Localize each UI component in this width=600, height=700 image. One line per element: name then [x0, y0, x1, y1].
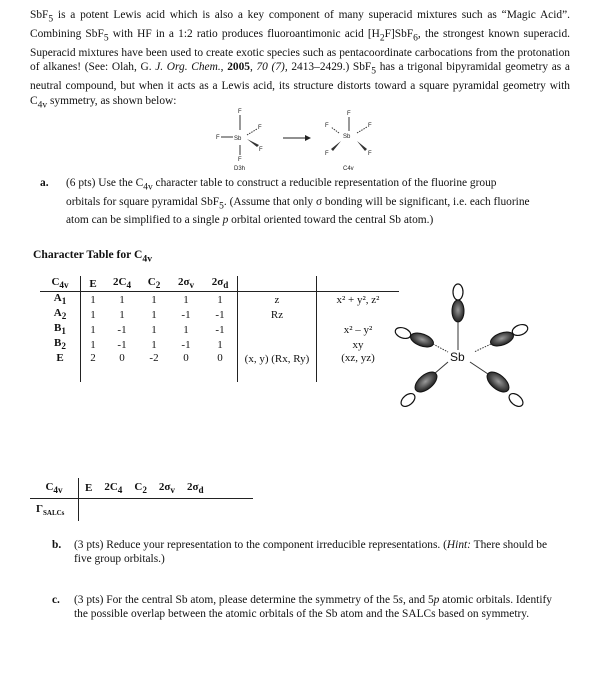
arrow-icon [283, 135, 311, 141]
op-header: $2\sigma_d$ [203, 276, 238, 292]
question-label: b. [52, 539, 62, 551]
intro-text: F]SbF [384, 27, 414, 40]
character-table-title [33, 248, 152, 264]
atom-f: F [238, 109, 242, 115]
salc-op-header: $2\sigma_d$ [181, 478, 253, 499]
op-header: $C_2$ [139, 276, 169, 292]
salc-cell-2sd[interactable] [181, 499, 253, 522]
salc-row: $\Gamma_{SALCs}$ [30, 499, 253, 522]
intro-subscript: 5 [371, 66, 377, 77]
question-italic: p [433, 594, 440, 606]
intro-subscript: 5 [103, 33, 109, 44]
intro-text: , [249, 61, 257, 74]
question-c-text [74, 593, 552, 622]
journal-volume: 70 (7), [256, 61, 288, 74]
table-row: $A_1$ 1 1 1 1 1 z x² + y², z² [40, 292, 399, 308]
intro-subscript: 2 [379, 33, 385, 44]
intro-text: is a potent Lewis acid which is also a key component of many superacid mixtures such as “Magic Acid”. Combining SbF [30, 9, 570, 40]
intro-text: has a trigonal bipyramidal geometry as a neutral compound, but when it acts as a Lewis acid, its structure distorts toward a square pyramidal geometry with C [30, 61, 570, 107]
atom-f: F [368, 151, 372, 157]
question-text: character table to construct a reducible representation of the fluorine group orbitals for square pyramidal SbF [66, 177, 497, 208]
question-text: orbital oriented toward the central Sb atom.) [228, 214, 434, 227]
question-label: a. [40, 177, 49, 189]
intro-text: , the strongest known superacid. Superacid mixtures have been used to create exotic species such as pentacoordinate carbocations from the protonation of alkanes! (See: Olah, G. [30, 27, 570, 74]
salc-op-header: $2C_4$ [98, 478, 128, 499]
sb-orbital-diagram [390, 278, 560, 428]
salc-cell-2sv[interactable] [153, 499, 181, 522]
atom-f: F [347, 111, 351, 117]
table-row: E 2 0 -2 0 0 (x, y) (Rx, Ry) (xz, yz) [40, 352, 399, 382]
question-text: (3 pts) For the central Sb atom, please determine the symmetry of the 5 [74, 594, 399, 606]
question-text: atomic orbitals. Identify the possible overlap between the atomic orbitals of the Sb atom and the SALCs based on symmetry. [74, 594, 552, 621]
salc-table [30, 478, 253, 521]
op-header: $2\sigma_v$ [169, 276, 203, 292]
group-header: $C_{4v}$ [40, 276, 81, 292]
journal-year: 2005 [227, 61, 250, 74]
table-row: $B_2$ 1 -1 1 -1 1 xy [40, 337, 399, 352]
basal-p-orbital [474, 323, 529, 352]
op-header: $2C_4$ [105, 276, 139, 292]
question-text: (3 pts) Reduce your representation to the component irreducible representations. ( [74, 539, 447, 551]
intro-text: symmetry, as shown below: [47, 94, 177, 107]
title-text: Character Table for C [33, 248, 143, 261]
atom-sb: Sb [234, 136, 242, 142]
intro-subscript: 5 [48, 14, 54, 25]
salc-group-header: $C_{4v}$ [30, 478, 79, 499]
basal-p-orbital [394, 326, 448, 352]
question-text: (6 pts) Use the C [66, 177, 144, 189]
question-text: There should be five group orbitals.) [74, 539, 547, 566]
point-group-label-d3h: D3h [234, 166, 246, 172]
atom-sb: Sb [343, 134, 351, 140]
intro-text: 2413–2429.) SbF [287, 61, 372, 74]
table-row: $B_1$ 1 -1 1 1 -1 x² – y² [40, 322, 399, 337]
salc-op-header: $C_2$ [128, 478, 153, 499]
atom-f: F [216, 135, 220, 141]
intro-subscript: 6 [413, 33, 418, 44]
atom-f: F [368, 123, 372, 129]
square-pyramid-structure [325, 111, 372, 172]
sbf5-structures [215, 105, 385, 173]
journal-name: J. Org. Chem. [155, 61, 221, 74]
intro-text: SbF [30, 9, 49, 21]
point-group-label-c4v: C4v [343, 166, 354, 172]
basal-p-orbital [470, 362, 525, 409]
intro-paragraph [30, 8, 570, 113]
salc-cell-2c4[interactable] [98, 499, 128, 522]
salc-op-header: E [79, 478, 99, 499]
atom-f: F [238, 157, 242, 163]
quadratic-header [317, 276, 400, 292]
question-a-text [66, 176, 530, 228]
question-subscript: 5 [219, 200, 224, 211]
title-subscript: 4v [142, 253, 153, 265]
axial-p-orbital [452, 284, 464, 350]
salc-cell-c2[interactable] [128, 499, 153, 522]
question-b [52, 538, 552, 567]
atom-f: F [258, 125, 262, 131]
question-c [52, 593, 552, 622]
question-text: , and 5 [402, 594, 434, 606]
sb-center-label: Sb [450, 350, 465, 364]
linear-header [238, 276, 317, 292]
character-table [40, 276, 399, 382]
atom-f: F [259, 147, 263, 153]
basal-p-orbital [399, 362, 448, 409]
intro-text: with HF in a 1:2 ratio produces fluoroantimonic acid [H [108, 27, 380, 40]
question-italic: Hint: [446, 539, 471, 551]
salc-cell-e[interactable] [79, 499, 99, 522]
trigonal-bipyramid-structure [216, 109, 263, 172]
op-header: E [81, 276, 106, 292]
question-italic: p [222, 214, 229, 227]
atom-f: F [325, 123, 329, 129]
question-text: . (Assume that only σ bonding will be significant, i.e. each fluorine atom can be simplified to a single [66, 195, 530, 227]
question-a [40, 176, 530, 228]
question-italic: s [398, 594, 403, 606]
intro-subscript: 4v [37, 100, 48, 111]
atom-f: F [325, 151, 329, 157]
question-subscript: 4v [143, 182, 153, 193]
question-b-text [74, 538, 552, 567]
salc-op-header: $2\sigma_v$ [153, 478, 181, 499]
intro-text: , [220, 61, 228, 74]
question-label: c. [52, 594, 60, 606]
table-row: $A_2$ 1 1 1 -1 -1 Rz [40, 307, 399, 322]
